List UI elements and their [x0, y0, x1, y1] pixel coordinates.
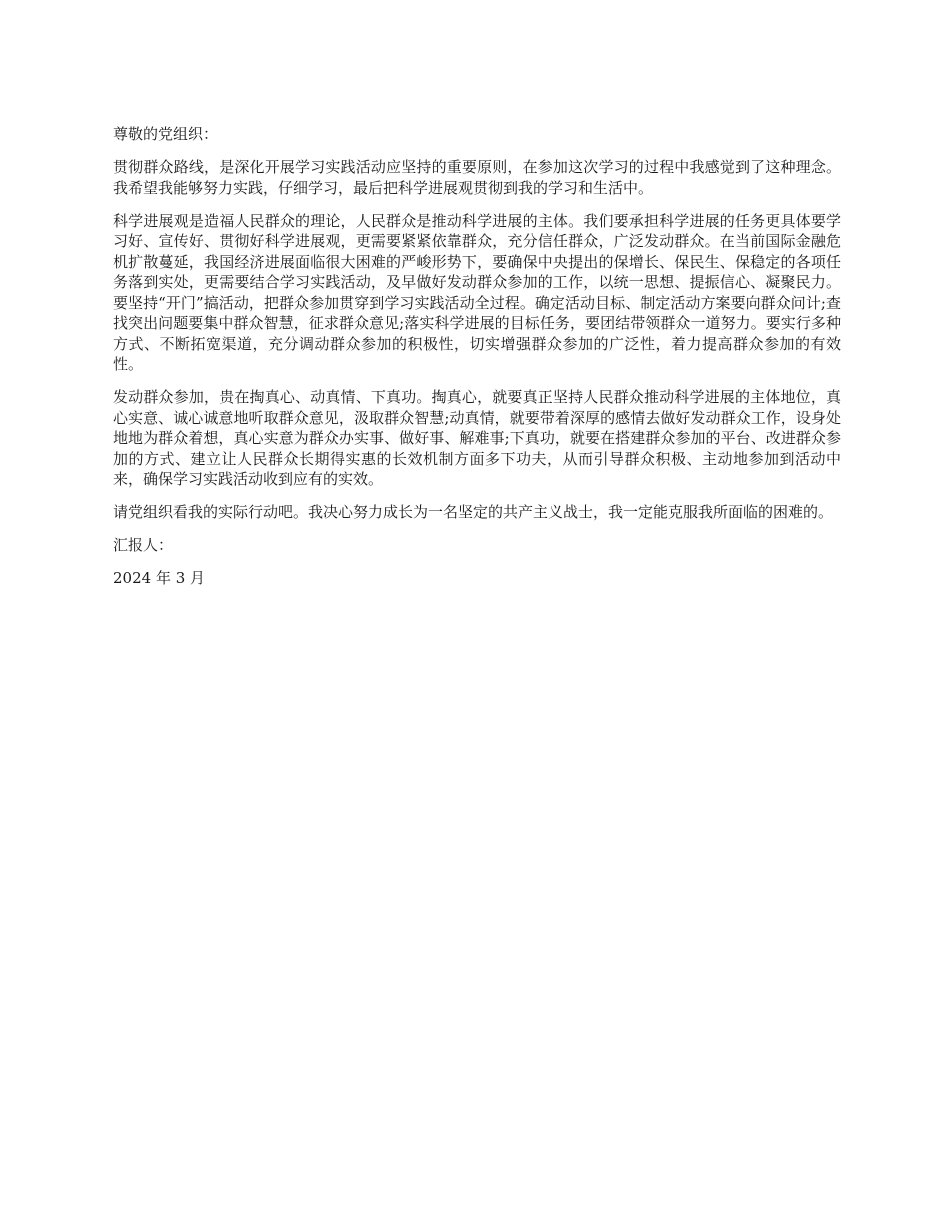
document-body [113, 124, 841, 601]
paragraph-2: 科学进展观是造福人民群众的理论，人民群众是推动科学进展的主体。我们要承担科学进展的任务更具体要学习好、宣传好、贯彻好科学进展观，更需要紧紧依靠群众，充分信任群众，广泛发动群众。在当前国际金融危机扩散蔓延，我国经济进展面临很大困难的严峻形势下，要确保中央提出的保增长、保民生、保稳定的各项任务落到实处，更需要结合学习实践活动，及早做好发动群众参加的工作，以统一思想、提振信心、凝聚民力。要坚持“开门”搞活动，把群众参加贯穿到学习实践活动全过程。确定活动目标、制定活动方案要向群众问计;查找突出问题要集中群众智慧，征求群众意见;落实科学进展的目标任务，要团结带领群众一道努力。要实行多种方式、不断拓宽渠道，充分调动群众参加的积极性，切实增强群众参加的广泛性，着力提高群众参加的有效性。 [113, 211, 841, 373]
reporter-label: 汇报人： [113, 536, 174, 554]
paragraph-4: 请党组织看我的实际行动吧。我决心努力成长为一名坚定的共产主义战士，我一定能克服我所面临的困难的。 [113, 503, 834, 521]
salutation: 尊敬的党组织： [113, 125, 219, 143]
report-date: 2024 年 3 月 [113, 569, 206, 587]
paragraph-3: 发动群众参加，贵在掏真心、动真情、下真功。掏真心，就要真正坚持人民群众推动科学进展的主体地位，真心实意、诚心诚意地听取群众意见，汲取群众智慧;动真情，就要带着深厚的感情去做好发动群众工作，设身处地地为群众着想，真心实意为群众办实事、做好事、解难事;下真功，就要在搭建群众参加的平台、改进群众参加的方式、建立让人民群众长期得实惠的长效机制方面多下功夫，从而引导群众积极、主动地参加到活动中来，确保学习实践活动收到应有的实效。 [113, 388, 841, 488]
paragraph-1: 贯彻群众路线，是深化开展学习实践活动应坚持的重要原则，在参加这次学习的过程中我感觉到了这种理念。我希望我能够努力实践，仔细学习，最后把科学进展观贯彻到我的学习和生活中。 [113, 158, 841, 197]
